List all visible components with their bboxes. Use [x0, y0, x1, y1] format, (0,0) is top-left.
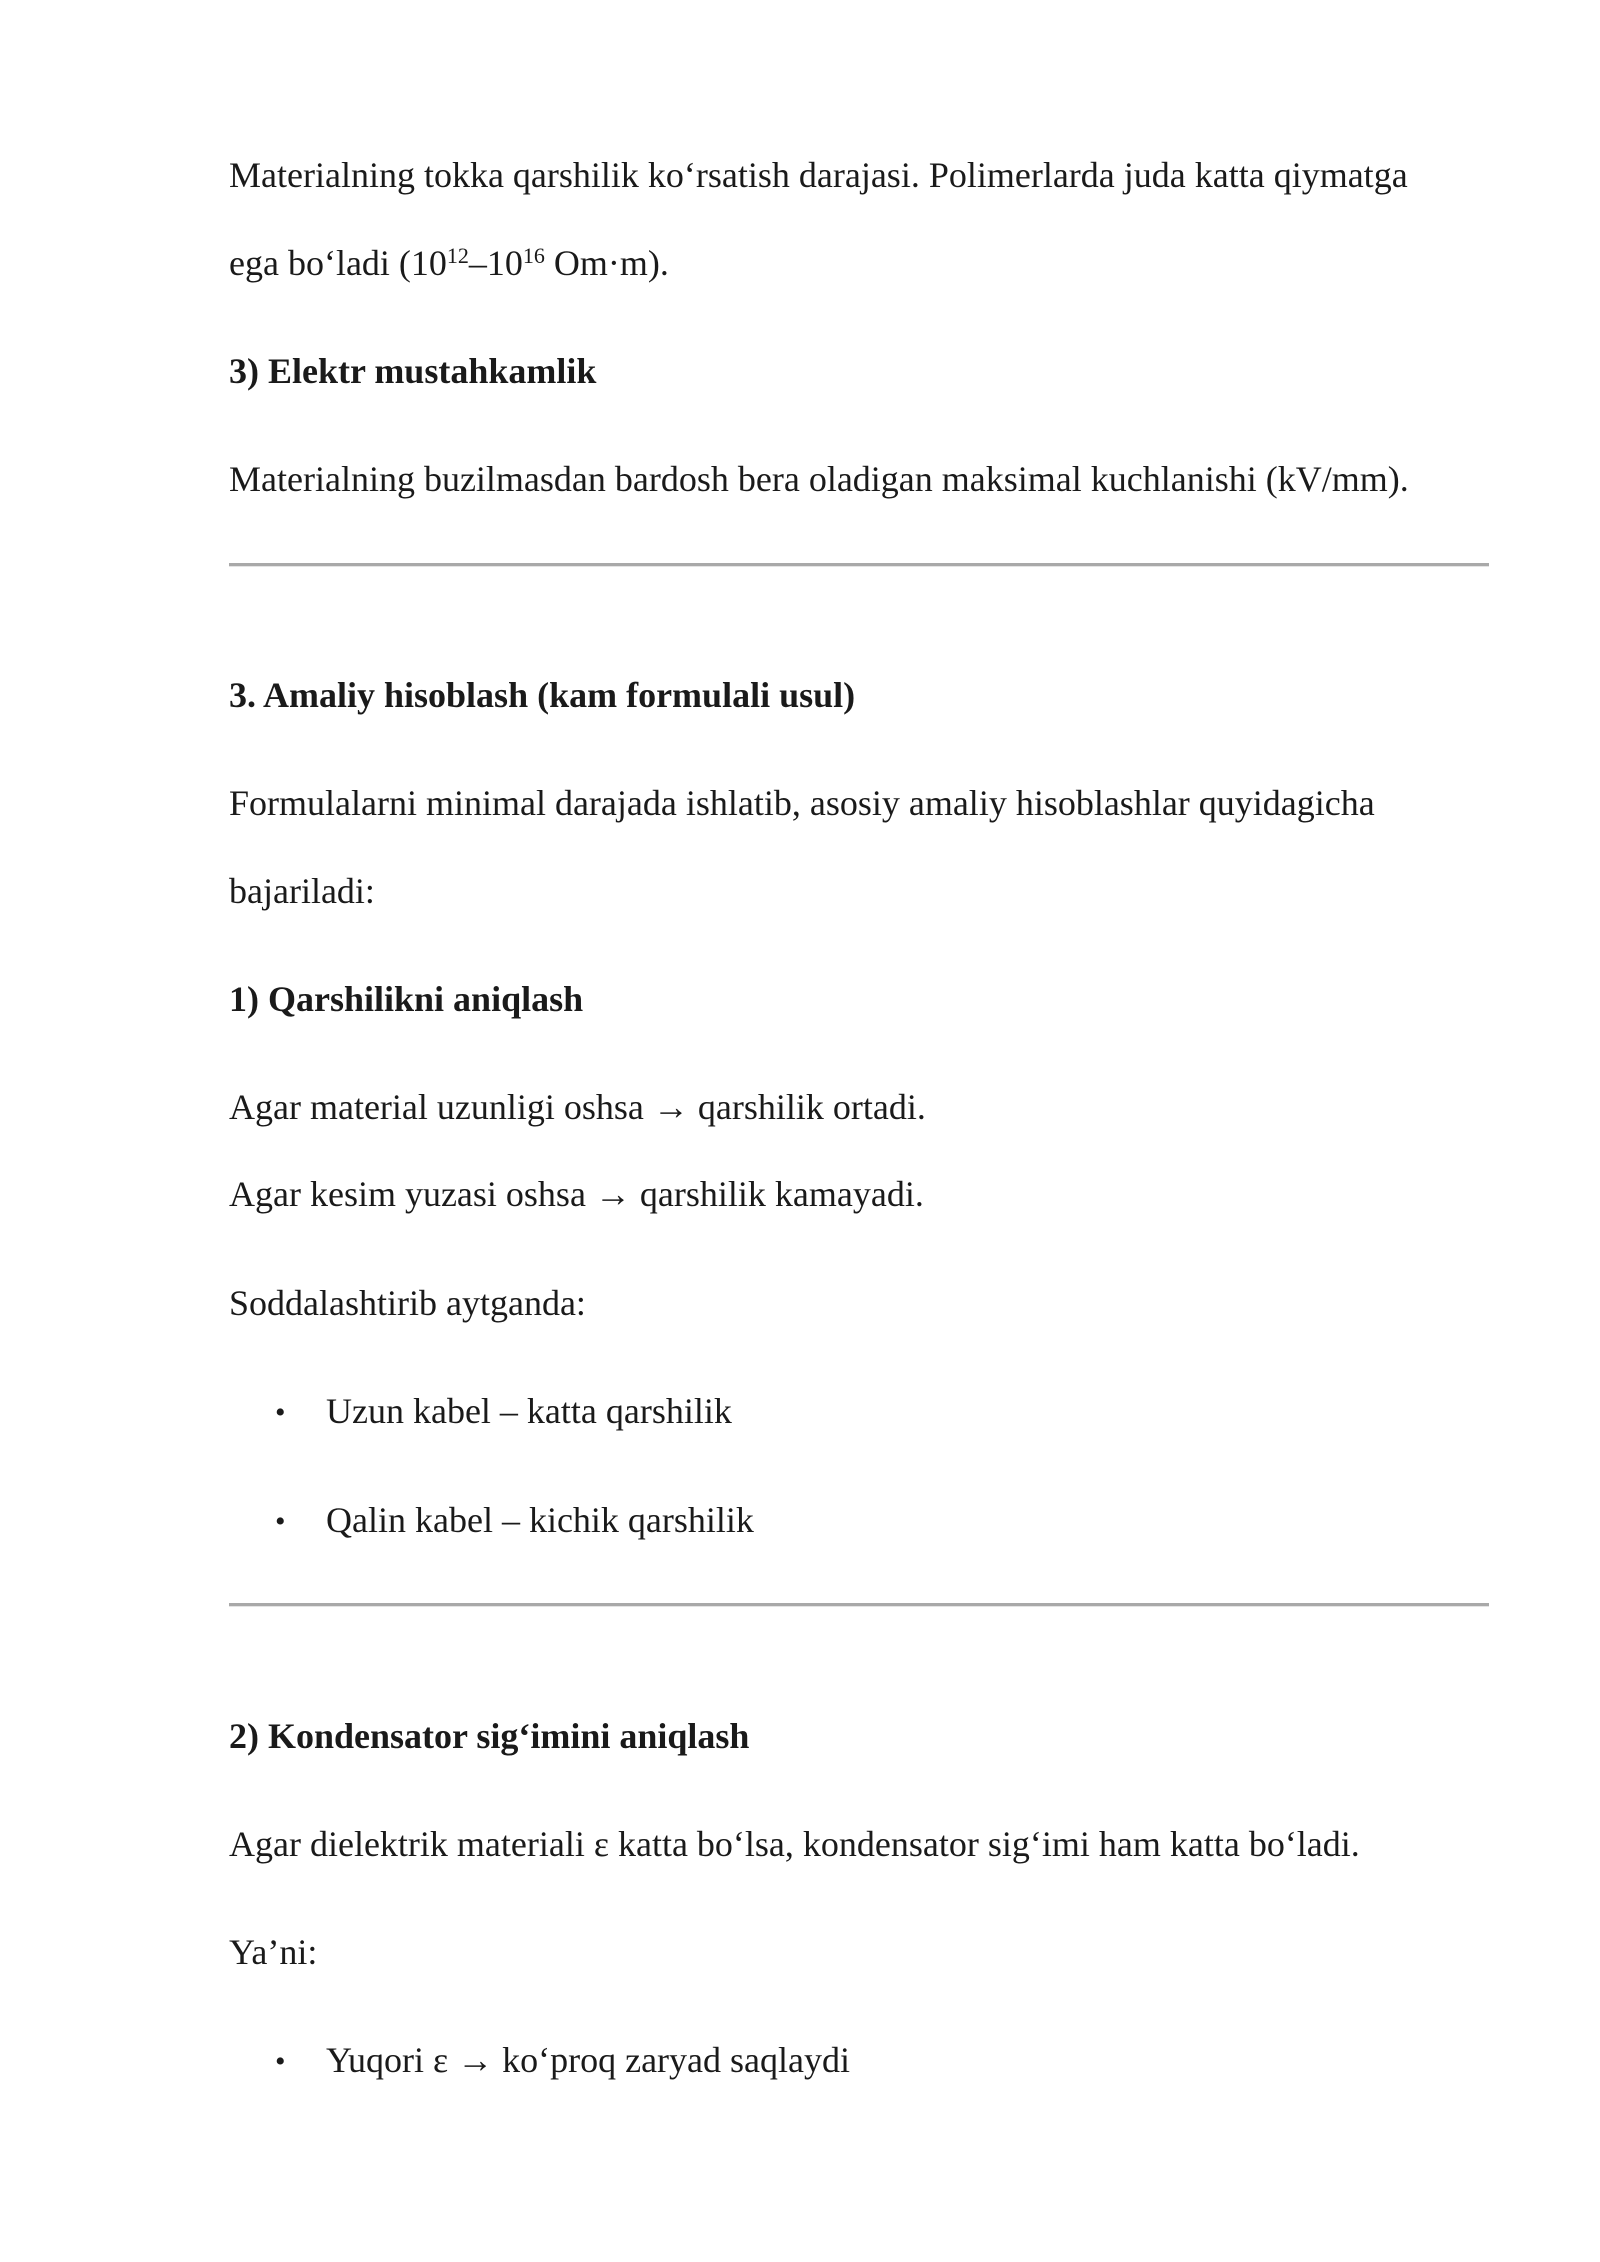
- list-item-text: Yuqori ε → ko‘proq zaryad saqlaydi: [326, 2040, 850, 2080]
- resistivity-text-mid: –10: [468, 243, 523, 283]
- paragraph-resistivity-line-1: Materialning tokka qarshilik ko‘rsatish darajasi. Polimerlarda juda katta qiymatga: [229, 155, 1408, 195]
- paragraph-electric-strength: Materialning buzilmasdan bardosh bera oladigan maksimal kuchlanishi (kV/mm).: [229, 459, 1409, 499]
- paragraph-area: Agar kesim yuzasi oshsa → qarshilik kamayadi.: [229, 1174, 924, 1214]
- paragraph-that-is: Ya’ni:: [229, 1932, 318, 1972]
- paragraph-length: Agar material uzunligi oshsa → qarshilik ortadi.: [229, 1087, 926, 1127]
- heading-electric-strength: 3) Elektr mustahkamlik: [229, 351, 597, 391]
- paragraph-section-3-line-1: Formulalarni minimal darajada ishlatib, asosiy amaliy hisoblashlar quyidagicha: [229, 783, 1375, 823]
- resistivity-text-post: Om·m).: [544, 243, 669, 283]
- paragraph-capacitance: Agar dielektrik materiali ε katta bo‘lsa, kondensator sig‘imi ham katta bo‘ladi.: [229, 1824, 1360, 1864]
- horizontal-divider: [229, 563, 1489, 567]
- resistivity-exponent-high: 16: [522, 243, 545, 268]
- paragraph-simplified: Soddalashtirib aytganda:: [229, 1283, 586, 1323]
- paragraph-section-3-line-2: bajariladi:: [229, 871, 375, 911]
- paragraph-resistivity-line-2: [229, 241, 669, 285]
- resistivity-exponent-low: 12: [446, 243, 469, 268]
- horizontal-divider: [229, 1603, 1489, 1607]
- list-item-text: Uzun kabel – katta qarshilik: [326, 1391, 732, 1431]
- list-item-text: Qalin kabel – kichik qarshilik: [326, 1500, 754, 1540]
- heading-resistance: 1) Qarshilikni aniqlash: [229, 979, 584, 1019]
- bullet-icon: •: [275, 1396, 286, 1429]
- heading-section-3: 3. Amaliy hisoblash (kam formulali usul): [229, 675, 856, 715]
- bullet-icon: •: [275, 1505, 286, 1538]
- bullet-icon: •: [275, 2045, 286, 2078]
- resistivity-text-pre: ega bo‘ladi (10: [229, 243, 447, 283]
- heading-capacitance: 2) Kondensator sig‘imini aniqlash: [229, 1716, 750, 1756]
